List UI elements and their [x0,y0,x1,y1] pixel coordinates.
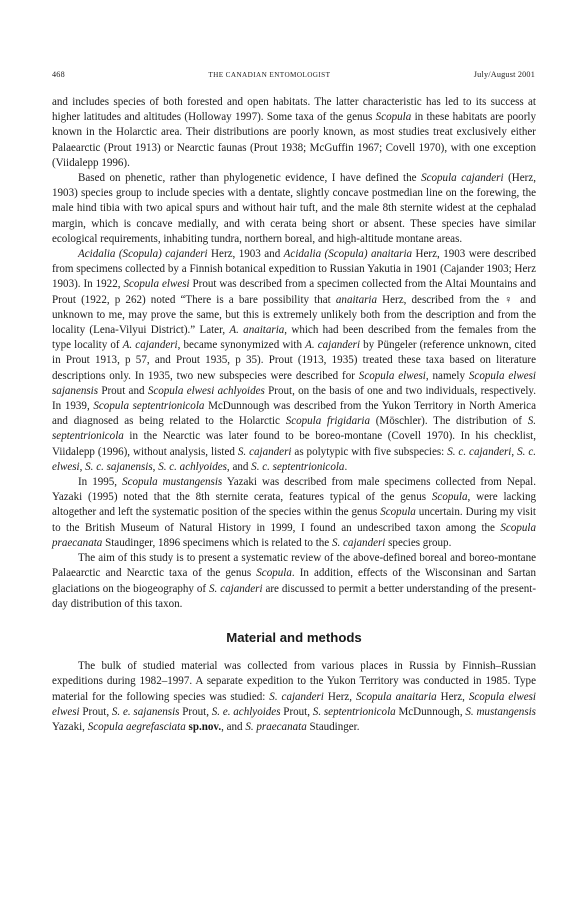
journal-title: THE CANADIAN ENTOMOLOGIST [208,71,331,79]
article-body [52,95,536,735]
issue-date: July/August 2001 [473,70,535,79]
page-number: 468 [52,70,65,79]
paragraph-6: The bulk of studied material was collected from various places in Russia by Finnish–Russian expeditions during 1982–1997. A separate expedition to the Yukon Territory was conducted in 1985. Type material for the following species was studied: S. cajanderi Herz, Scopula anaitaria Herz, Scopula elwesi elwesi Prout, S. e. sajanensis Prout, S. e. achlyoides Prout, S. septentrionicola McDunnough, S. mustangensis Yazaki, Scopula aegrefasciata sp.nov., and S. praecanata Staudinger. [52,660,537,733]
paragraph-5: The aim of this study is to present a systematic review of the above-defined boreal and boreo-montane Palaearctic and Nearctic taxa of the genus Scopula. In addition, effects of the Wisconsinan and Sartan glaciations on the biogeography of S. cajanderi are discussed to permit a better understanding of the present-day distribution of this taxon. [52,552,536,610]
paragraph-4: In 1995, Scopula mustangensis Yazaki was described from male specimens collected from Nepal. Yazaki (1995) noted that the 8th sternite cerata, features typical of the genus Scopula, were lacking altogether and left the systematic position of the species within the genus Scopula uncertain. During my visit to the British Museum of Natural History in 1999, I found an undescribed taxon among the Scopula praecanata Staudinger, 1896 specimens which is related to the S. cajanderi species group. [52,476,536,549]
paragraph-2: Based on phenetic, rather than phylogenetic evidence, I have defined the Scopula cajanderi (Herz, 1903) species group to include species with a dentate, slightly concave postmedian line on the forewing, the male hind tibia with two apical spurs and without hair tuft, and the male 8th sternite widest at the cephalad margin, which is concave medially, and with cerata being short or absent. These species have similar ecological requirements, inhabiting tundra, northern boreal, and high-altitude montane areas. [52,172,536,245]
running-header [52,70,535,79]
section-heading: Material and methods [226,629,362,645]
paragraph-1: and includes species of both forested and open habitats. The latter characteristic has led to its success at higher latitudes and altitudes (Holloway 1997). Some taxa of the genus Scopula in these habitats are poorly known in the Holarctic area. Their distributions are poorly known, as most studies treat exclusively either Palaearctic (Prout 1913) or Nearctic faunas (Prout 1938; McGuffin 1967; Covell 1970), with one exception (Viidalepp 1996). [52,96,536,169]
paragraph-3: Acidalia (Scopula) cajanderi Herz, 1903 and Acidalia (Scopula) anaitaria Herz, 1903 were described from specimens collected by a Finnish botanical expedition to Russian Yakutia in 1901 (Cajander 1903; Herz 1903). In 1922, Scopula elwesi Prout was described from a specimen collected from the Altai Mountains and Prout (1922, p 262) noted “There is a bare possibility that anaitaria Herz, described from the ♀ and unknown to me, may prove the same, but this is extremely unlikely both from the description and from the locality (Lena-Vilyui District).” Later, A. anaitaria, which had been described from the females from the type locality of A. cajanderi, became synonymized with A. cajanderi by Püngeler (reference unknown, cited in Prout 1913, p 57, and Prout 1935, p 35). Prout (1913, 1935) treated these taxa based on literature descriptions only. In 1935, two new subspecies were described for Scopula elwesi, namely Scopula elwesi sajanensis Prout and Scopula elwesi achlyoides Prout, on the basis of one and two individuals, respectively. In 1939, Scopula septentrionicola McDunnough was described from the Yukon Territory in North America and diagnosed as being related to the Holarctic Scopula frigidaria (Möschler). The distribution of S. septentrionicola in the Nearctic was later found to be boreo-montane (Covell 1970). In his checklist, Viidalepp (1996), without analysis, listed S. cajanderi as polytypic with five subspecies: S. c. cajanderi, S. c. elwesi, S. c. sajanensis, S. c. achlyoides, and S. c. septentrionicola. [52,248,537,473]
